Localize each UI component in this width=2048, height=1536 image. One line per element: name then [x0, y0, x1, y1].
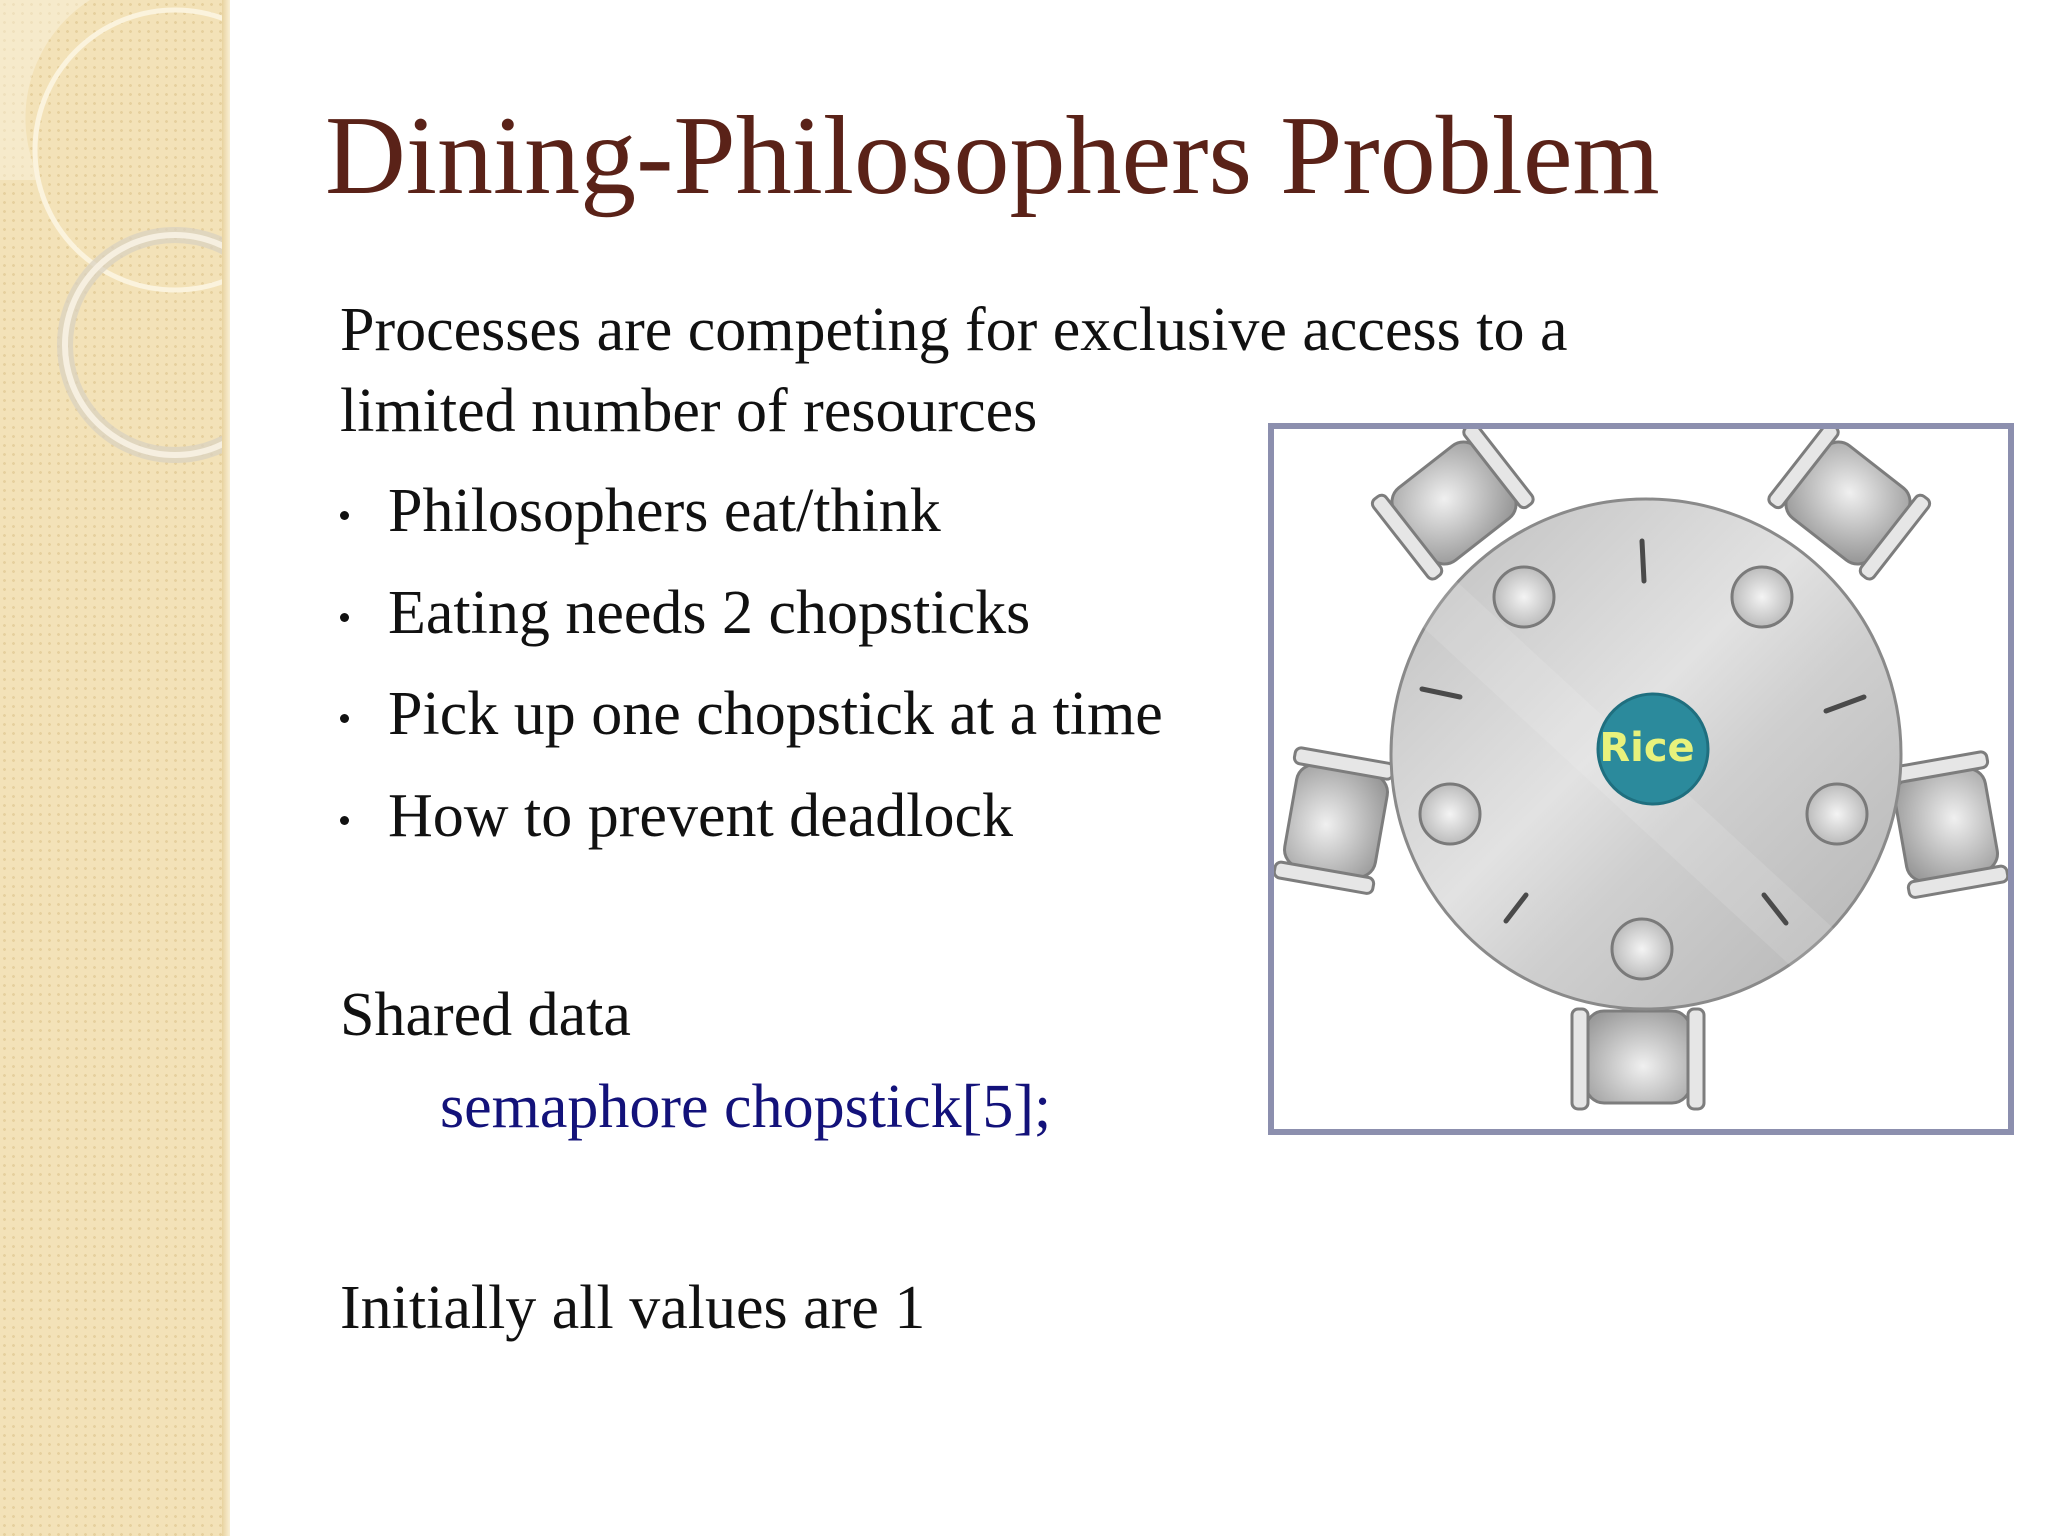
bullet-dot-icon [340, 511, 349, 520]
intro-text: Processes are competing for exclusive access to a limited number of resources [340, 296, 1568, 445]
plate-icon [1494, 567, 1554, 627]
chair-icon [1887, 751, 2008, 898]
initial-values-note: Initially all values are 1 [340, 1273, 926, 1342]
chair-icon [1572, 1009, 1704, 1109]
dining-table-figure [1268, 423, 2014, 1135]
decorative-sidebar [0, 0, 230, 1536]
rice-label: Rice [1599, 725, 1695, 771]
bullet-text: Pick up one chopstick at a time [388, 680, 1163, 749]
slide-title: Dining-Philosophers Problem [325, 94, 1660, 218]
plate-icon [1612, 919, 1672, 979]
sidebar-edge [222, 0, 230, 1536]
bullet-text: Eating needs 2 chopsticks [388, 578, 1031, 647]
plate-icon [1732, 567, 1792, 627]
bullet-dot-icon [340, 816, 349, 825]
ring-ornament-icon [0, 0, 230, 520]
semaphore-declaration: semaphore chopstick[5]; [440, 1073, 1052, 1142]
plate-icon [1807, 784, 1867, 844]
bullet-text: How to prevent deadlock [388, 781, 1013, 850]
bullet-dot-icon [340, 613, 349, 622]
bullet-dot-icon [340, 714, 349, 723]
chopstick-icon [1642, 541, 1644, 581]
plate-icon [1420, 784, 1480, 844]
chair-icon [1274, 747, 1395, 894]
dining-table-illustration [1274, 429, 2008, 1129]
shared-data-label: Shared data [340, 980, 631, 1049]
bullet-text: Philosophers eat/think [388, 477, 941, 546]
